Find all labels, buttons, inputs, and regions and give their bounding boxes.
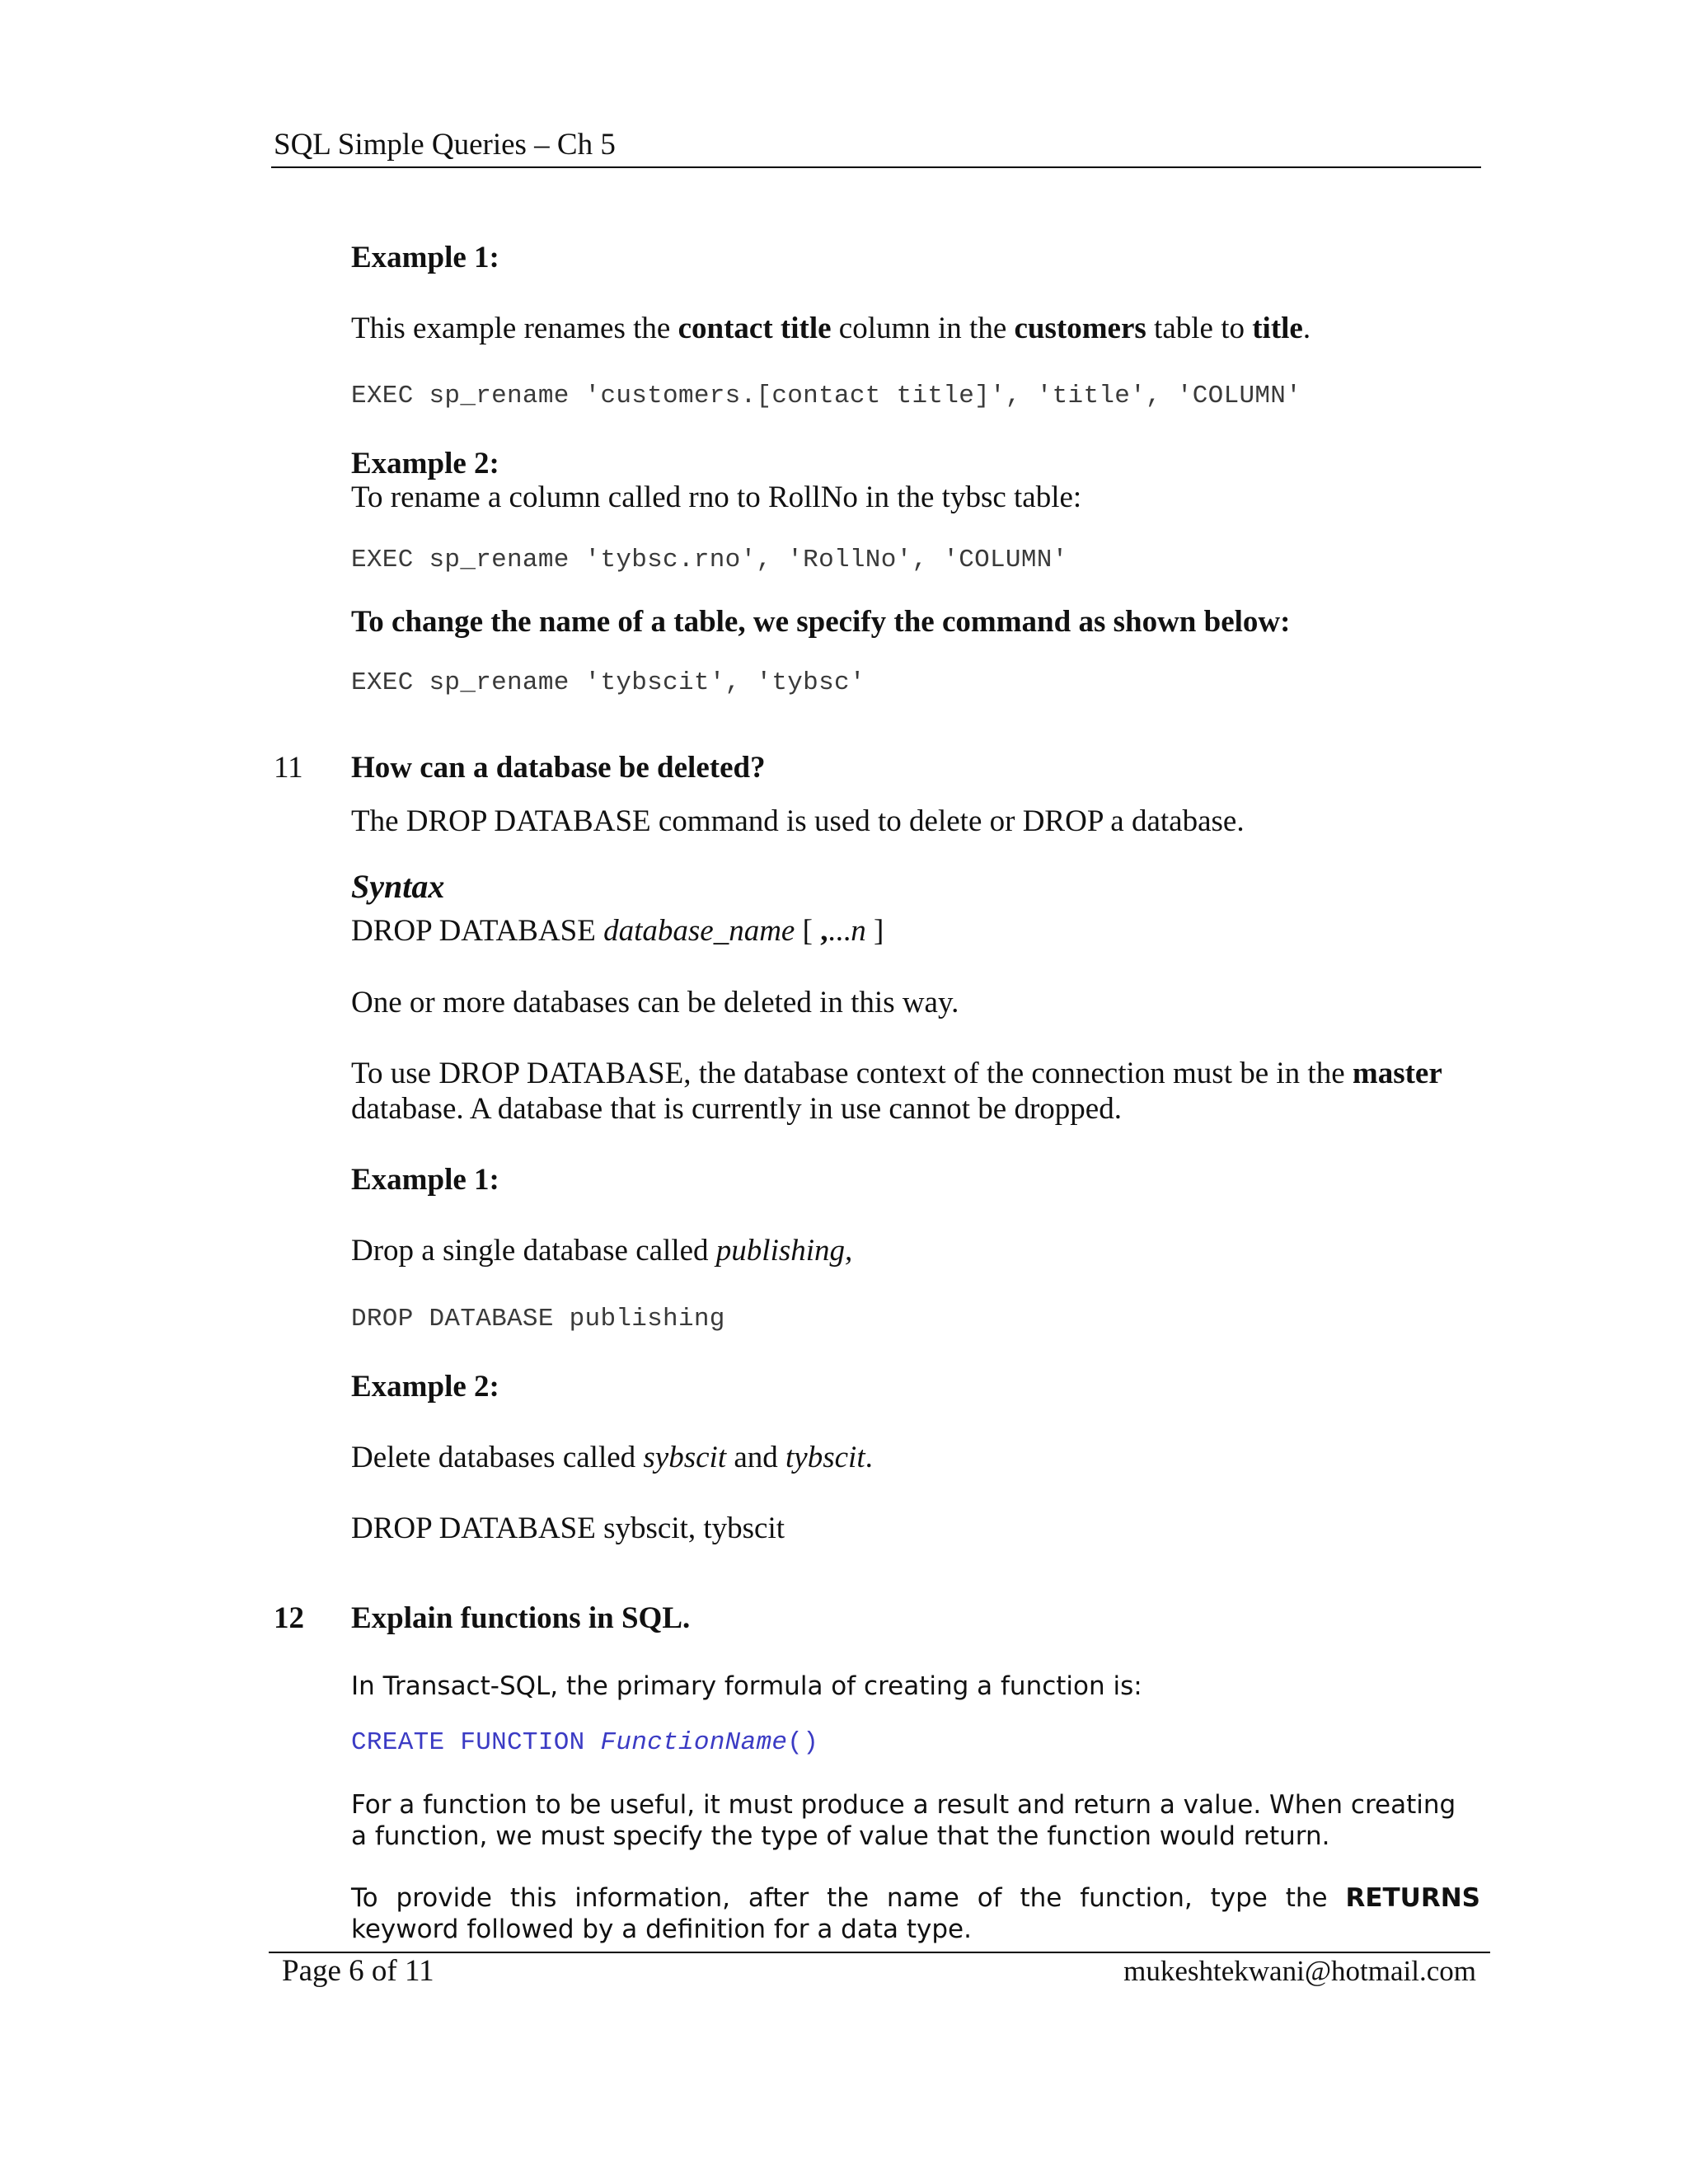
rename-table-code: EXEC sp_rename 'tybscit', 'tybsc' (351, 668, 865, 697)
rename-example1-text: This example renames the contact title column in the customers table to title. (351, 312, 1311, 345)
rename-example2-heading: Example 2: (351, 447, 499, 480)
drop-example1-heading: Example 1: (351, 1163, 499, 1197)
create-function-code: CREATE FUNCTION FunctionName() (351, 1728, 819, 1757)
question-11-number: 11 (274, 751, 303, 785)
rename-example1-code: EXEC sp_rename 'customers.[contact title]', 'title', 'COLUMN' (351, 382, 1302, 410)
question-12-para1-line1: For a function to be useful, it must produce a result and return a value. When creating (351, 1790, 1456, 1820)
question-11-para1: One or more databases can be deleted in this way. (351, 986, 959, 1019)
question-12-para2-line2: keyword followed by a definition for a data type. (351, 1915, 972, 1944)
drop-example2-code: DROP DATABASE sybscit, tybscit (351, 1511, 785, 1545)
header-rule (271, 166, 1481, 168)
question-11-para2-line2: database. A database that is currently in use cannot be dropped. (351, 1092, 1122, 1126)
footer-email[interactable]: mukeshtekwani@hotmail.com (1123, 1955, 1476, 1987)
drop-example1-text: Drop a single database called publishing, (351, 1234, 853, 1268)
rename-example2-text: To rename a column called rno to RollNo in the tybsc table: (351, 480, 1082, 514)
question-11-intro: The DROP DATABASE command is used to delete or DROP a database. (351, 804, 1245, 838)
page-header-title: SQL Simple Queries – Ch 5 (274, 128, 616, 162)
drop-example2-text: Delete databases called sybscit and tybscit. (351, 1441, 873, 1474)
question-12-para1-line2: a function, we must specify the type of value that the function would return. (351, 1821, 1330, 1851)
question-11-para2-line1: To use DROP DATABASE, the database context of the connection must be in the master (351, 1057, 1442, 1090)
question-12-intro: In Transact-SQL, the primary formula of creating a function is: (351, 1671, 1142, 1701)
question-12-para2-line1: To provide this information, after the name of the function, type the RETURNS (351, 1883, 1480, 1913)
rename-table-heading: To change the name of a table, we specify the command as shown below: (351, 605, 1291, 639)
footer-page-number: Page 6 of 11 (282, 1954, 434, 1988)
drop-example2-heading: Example 2: (351, 1370, 499, 1404)
syntax-heading: Syntax (351, 868, 445, 905)
syntax-line: DROP DATABASE database_name [ ,...n ] (351, 914, 884, 948)
question-12-title: Explain functions in SQL. (351, 1601, 691, 1635)
drop-example1-code: DROP DATABASE publishing (351, 1305, 725, 1333)
rename-example2-code: EXEC sp_rename 'tybsc.rno', 'RollNo', 'COLUMN' (351, 546, 1068, 574)
question-11-title: How can a database be deleted? (351, 751, 766, 785)
rename-example1-heading: Example 1: (351, 241, 499, 274)
question-12-number: 12 (274, 1601, 304, 1635)
